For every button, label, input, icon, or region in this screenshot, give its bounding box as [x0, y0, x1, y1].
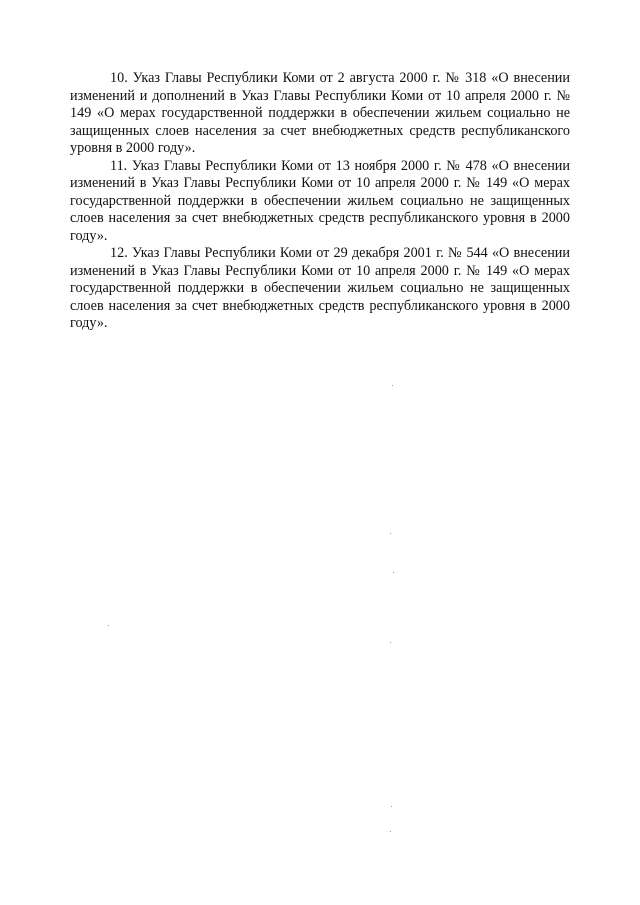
list-item-11: 11. Указ Главы Республики Коми от 13 ноября 2000 г. № 478 «О внесении изменений в Указ Главы Республики Коми от 10 апреля 2000 г. № 149 «О мерах государственной поддержки в обеспечении жильем социально не защищенных слоев населения за счет внебюджетных средств республиканского уровня в 2000 году». [70, 157, 570, 244]
scan-speck [390, 642, 391, 643]
list-item-12: 12. Указ Главы Республики Коми от 29 декабря 2001 г. № 544 «О внесении изменений в Указ Главы Республики Коми от 10 апреля 2000 г. № 149 «О мерах государственной поддержки в обеспечении жильем социально не защищенных слоев населения за счет внебюджетных средств республиканского уровня в 2000 году». [70, 245, 570, 331]
document-body [70, 70, 570, 333]
scan-speck [391, 806, 392, 807]
scan-speck [108, 625, 109, 626]
scan-speck [390, 831, 391, 832]
scan-speck [390, 533, 391, 534]
scan-speck [392, 385, 393, 386]
list-item-10: 10. Указ Главы Республики Коми от 2 августа 2000 г. № 318 «О внесении изменений и дополнений в Указ Главы Республики Коми от 10 апреля 2000 г. № 149 «О мерах государственной поддержки в обеспечении жильем социально не защищенных слоев населения за счет внебюджетных средств республиканского уровня в 2000 году». [70, 70, 570, 156]
scan-speck [393, 572, 394, 573]
